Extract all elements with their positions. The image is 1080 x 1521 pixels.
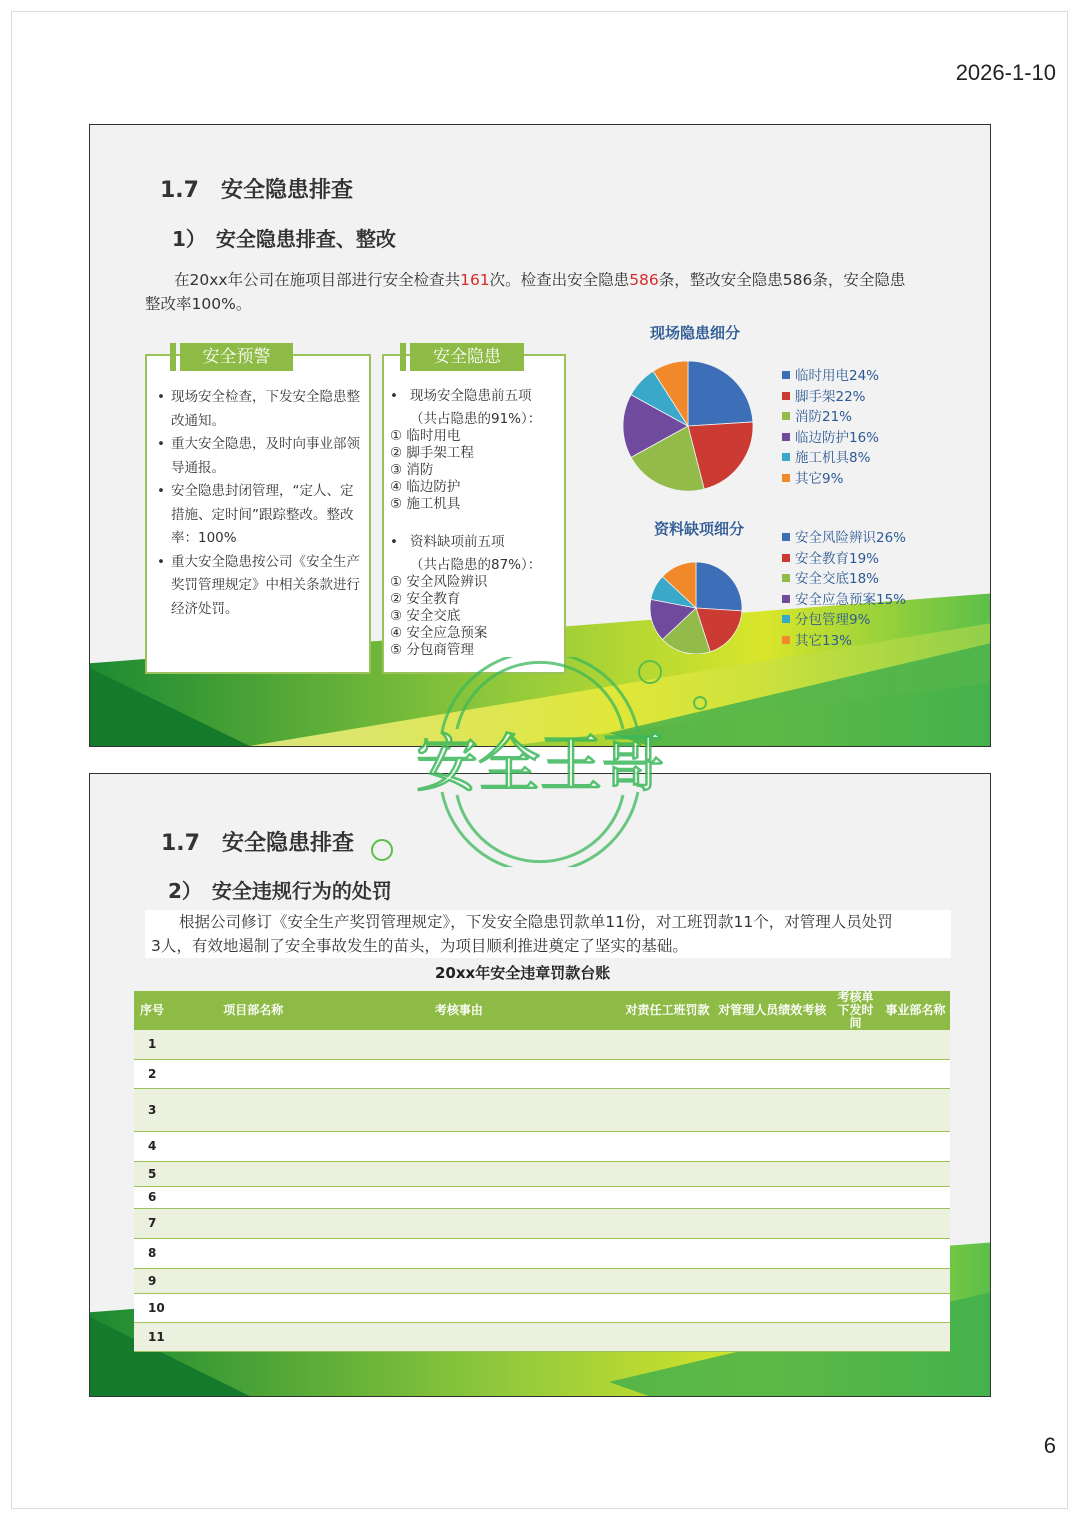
chart1-title: 现场隐患细分	[650, 324, 741, 342]
legend-swatch	[782, 595, 790, 603]
watermark-text: 安全王哥	[415, 727, 665, 800]
row-number-cell: 6	[134, 1186, 195, 1208]
table-cell	[881, 1268, 950, 1293]
row-number-cell: 4	[134, 1131, 195, 1161]
table-row	[134, 1059, 950, 1088]
legend-label: 其它13%	[795, 632, 853, 649]
table-row	[134, 1131, 950, 1161]
table-cell	[881, 1088, 950, 1131]
chart2-pie	[650, 562, 742, 654]
slide-violation-penalty	[89, 773, 991, 1397]
hazard-group1-item: ④ 临边防护	[390, 479, 461, 495]
table-cell	[331, 1161, 577, 1186]
box-safety-hazard	[382, 354, 566, 674]
table-cell	[830, 1059, 881, 1088]
table-row	[134, 1088, 950, 1131]
penalty-ledger-table	[134, 991, 950, 1352]
table-cell	[331, 1293, 577, 1322]
hazard-group2-item: ② 安全教育	[390, 591, 461, 607]
legend-swatch	[782, 371, 790, 379]
table-cell	[881, 1238, 950, 1268]
row-number-cell: 2	[134, 1059, 195, 1088]
legend-label: 安全应急预案15%	[795, 591, 907, 608]
table-cell	[714, 1208, 831, 1238]
hazard-group1-item: ① 临时用电	[390, 428, 461, 444]
legend-swatch	[782, 474, 790, 482]
legend-item	[782, 569, 906, 590]
legend-swatch	[782, 636, 790, 644]
box-hazard-title: 安全隐患	[410, 343, 524, 371]
warning-list	[151, 386, 363, 621]
para-text-1: 在20xx年公司在施项目部进行安全检查共	[174, 271, 461, 289]
table-row	[134, 1030, 950, 1059]
table-cell	[195, 1131, 331, 1161]
table-cell	[576, 1322, 713, 1351]
legend-item	[782, 631, 906, 652]
legend-item	[782, 590, 906, 611]
table-cell	[881, 1030, 950, 1059]
decorative-circle	[369, 837, 397, 865]
table-cell	[714, 1059, 831, 1088]
table-cell	[195, 1208, 331, 1238]
row-number-cell: 5	[134, 1161, 195, 1186]
hazard-group1-note: （共占隐患的91%）：	[410, 411, 542, 427]
table-cell	[881, 1161, 950, 1186]
table-cell	[576, 1208, 713, 1238]
table-row	[134, 1268, 950, 1293]
table-cell	[881, 1131, 950, 1161]
legend-swatch	[782, 554, 790, 562]
table-cell	[195, 1030, 331, 1059]
table-cell	[830, 1161, 881, 1186]
legend-item	[782, 448, 879, 469]
slide1-subheading: 1） 安全隐患排查、整改	[172, 227, 396, 251]
decorative-circles	[636, 657, 716, 717]
slide-hazard-inspection	[89, 124, 991, 747]
table-cell	[714, 1238, 831, 1268]
warning-item: • 重大安全隐患，及时向事业部领导通报。	[151, 433, 363, 480]
warning-item: • 安全隐患封闭管理，“定人、定措施、定时间”跟踪整改。整改率：100%	[151, 480, 363, 551]
table-cell	[830, 1186, 881, 1208]
table-cell	[195, 1268, 331, 1293]
hazard-group1-item: ② 脚手架工程	[390, 445, 474, 461]
box-warning-title: 安全预警	[180, 343, 293, 371]
table-cell	[881, 1293, 950, 1322]
col-header: 对责任工班罚款	[576, 991, 713, 1030]
slide2-paragraph	[145, 910, 951, 958]
table-row	[134, 1238, 950, 1268]
table-cell	[576, 1186, 713, 1208]
legend-label: 临边防护16%	[795, 429, 880, 446]
legend-swatch	[782, 392, 790, 400]
hazard-group1-item: ③ 消防	[390, 462, 434, 478]
hazard-group2-item: ④ 安全应急预案	[390, 625, 488, 641]
table-cell	[331, 1208, 577, 1238]
legend-item	[782, 610, 906, 631]
col-header: 考核事由	[331, 991, 577, 1030]
col-header: 事业部名称	[881, 991, 950, 1030]
legend-label: 临时用电24%	[795, 368, 880, 384]
table-cell	[195, 1238, 331, 1268]
para-text-3: 条，整改安全隐患586条，安全隐患	[658, 271, 906, 289]
chart2-legend	[782, 528, 906, 651]
table-cell	[714, 1030, 831, 1059]
table-cell	[576, 1268, 713, 1293]
table-cell	[881, 1322, 950, 1351]
slide2-heading: 1.7 安全隐患排查	[161, 831, 354, 856]
hazard-count: 586	[629, 271, 659, 289]
table-row	[134, 1161, 950, 1186]
col-header: 项目部名称	[195, 991, 331, 1030]
hazard-group2-note: （共占隐患的87%）：	[410, 557, 542, 573]
table-cell	[830, 1293, 881, 1322]
slide1-paragraph	[145, 268, 945, 316]
ledger-title: 20xx年安全违章罚款台账	[435, 964, 611, 982]
row-number-cell: 10	[134, 1293, 195, 1322]
row-number-cell: 8	[134, 1238, 195, 1268]
page-date: 2026-1-10	[955, 60, 1056, 85]
page-number: 6	[1043, 1433, 1056, 1458]
box-safety-warning	[145, 354, 371, 674]
table-cell	[331, 1268, 577, 1293]
table-cell	[195, 1088, 331, 1131]
legend-label: 分包管理9%	[795, 612, 871, 628]
table-cell	[881, 1208, 950, 1238]
table-cell	[195, 1059, 331, 1088]
table-cell	[714, 1268, 831, 1293]
table-cell	[195, 1186, 331, 1208]
legend-swatch	[782, 574, 790, 582]
table-cell	[331, 1059, 577, 1088]
hazard-group1-title: • 现场安全隐患前五项	[390, 388, 532, 404]
hazard-group1-item: ⑤ 施工机具	[390, 496, 461, 512]
table-row	[134, 1186, 950, 1208]
table-cell	[576, 1238, 713, 1268]
table-row	[134, 1208, 950, 1238]
legend-item	[782, 469, 879, 490]
warning-item: • 现场安全检查，下发安全隐患整改通知。	[151, 386, 363, 433]
table-cell	[714, 1293, 831, 1322]
table-cell	[881, 1186, 950, 1208]
legend-swatch	[782, 533, 790, 541]
table-cell	[830, 1322, 881, 1351]
para-text-4: 整改率100%。	[145, 295, 252, 313]
inspection-count: 161	[460, 271, 490, 289]
table-cell	[881, 1059, 950, 1088]
table-cell	[576, 1161, 713, 1186]
table-cell	[714, 1088, 831, 1131]
col-header: 序号	[134, 991, 195, 1030]
table-cell	[830, 1131, 881, 1161]
table-cell	[714, 1131, 831, 1161]
table-cell	[714, 1186, 831, 1208]
pie-slice-临时用电	[688, 361, 753, 426]
table-cell	[331, 1088, 577, 1131]
legend-label: 消防21%	[795, 409, 853, 425]
legend-label: 安全交底18%	[795, 571, 880, 587]
row-number-cell: 7	[134, 1208, 195, 1238]
table-cell	[195, 1161, 331, 1186]
row-number-cell: 3	[134, 1088, 195, 1131]
col-header: 对管理人员绩效考核	[714, 991, 831, 1030]
legend-item	[782, 407, 879, 428]
table-cell	[576, 1030, 713, 1059]
legend-label: 施工机具8%	[795, 450, 871, 466]
legend-item	[782, 528, 906, 549]
table-row	[134, 1322, 950, 1351]
table-cell	[576, 1059, 713, 1088]
table-cell	[830, 1088, 881, 1131]
table-cell	[331, 1322, 577, 1351]
table-cell	[331, 1131, 577, 1161]
col-header: 考核单下发时间	[830, 991, 881, 1030]
row-number-cell: 1	[134, 1030, 195, 1059]
table-cell	[576, 1131, 713, 1161]
table-cell	[331, 1186, 577, 1208]
hazard-group2-title: • 资料缺项前五项	[390, 534, 505, 550]
table-header-row	[134, 991, 950, 1030]
para2-line1: 根据公司修订《安全生产奖罚管理规定》，下发安全隐患罚款单11份，对工班罚款11个，对管理人员处罚	[179, 913, 893, 931]
slide1-heading: 1.7 安全隐患排查	[160, 178, 353, 203]
table-cell	[331, 1238, 577, 1268]
legend-swatch	[782, 615, 790, 623]
pie-slice-安全风险辨识	[696, 562, 742, 611]
table-cell	[195, 1293, 331, 1322]
table-cell	[714, 1161, 831, 1186]
chart2-title: 资料缺项细分	[654, 520, 745, 538]
row-number-cell: 11	[134, 1322, 195, 1351]
legend-item	[782, 387, 879, 408]
table-cell	[830, 1268, 881, 1293]
chart1-pie	[623, 361, 753, 491]
hazard-group2-item: ③ 安全交底	[390, 608, 461, 624]
legend-label: 其它9%	[795, 470, 844, 487]
legend-swatch	[782, 433, 790, 441]
warning-item: • 重大安全隐患按公司《安全生产奖罚管理规定》中相关条款进行经济处罚。	[151, 551, 363, 622]
table-cell	[331, 1030, 577, 1059]
table-cell	[714, 1322, 831, 1351]
legend-label: 安全教育19%	[795, 550, 880, 567]
hazard-group2-item: ① 安全风险辨识	[390, 574, 488, 590]
hazard-group2-item: ⑤ 分包商管理	[390, 642, 474, 658]
legend-swatch	[782, 453, 790, 461]
legend-label: 脚手架22%	[795, 388, 866, 405]
para-text-2: 次。检查出安全隐患	[489, 271, 630, 289]
table-cell	[830, 1208, 881, 1238]
table-row	[134, 1293, 950, 1322]
para2-line2: 3人，有效地遏制了安全事故发生的苗头，为项目顺利推进奠定了坚实的基础。	[151, 937, 688, 955]
legend-label: 安全风险辨识26%	[795, 530, 907, 546]
table-cell	[576, 1088, 713, 1131]
table-cell	[576, 1293, 713, 1322]
table-cell	[830, 1238, 881, 1268]
legend-item	[782, 428, 879, 449]
row-number-cell: 9	[134, 1268, 195, 1293]
chart1-legend	[782, 366, 879, 489]
legend-swatch	[782, 412, 790, 420]
slide2-subheading: 2） 安全违规行为的处罚	[168, 879, 392, 903]
legend-item	[782, 366, 879, 387]
table-cell	[195, 1322, 331, 1351]
table-cell	[830, 1030, 881, 1059]
legend-item	[782, 549, 906, 570]
